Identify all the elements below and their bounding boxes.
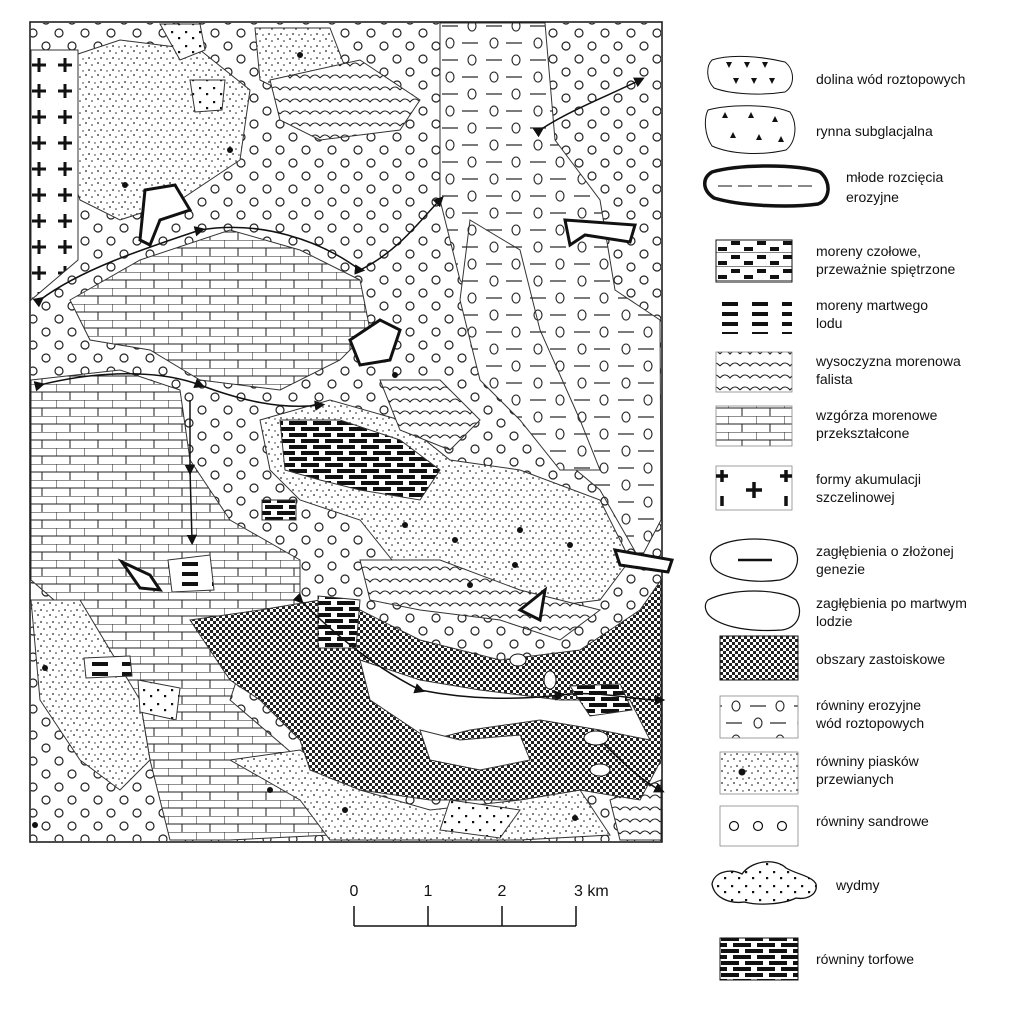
- legend-item-dolina: [708, 56, 966, 94]
- legend-swatch-torfowe: [720, 938, 798, 980]
- legend-label-rynna: rynna subglacjalna: [816, 123, 933, 139]
- legend-swatch-dolina: [708, 56, 793, 94]
- map-feature-zaglebienie-2: [544, 671, 556, 689]
- map-area-szczelinowe: [31, 50, 78, 300]
- legend-label-moreny-czolowe-2: przeważnie spiętrzone: [816, 261, 956, 277]
- legend-swatch-zastoiskowe: [720, 636, 798, 680]
- legend-swatch-erozyjne: [720, 696, 798, 738]
- legend-swatch-wydmy: [712, 862, 816, 904]
- legend-label-erozyjne-2: wód roztopowych: [816, 715, 925, 731]
- legend-item-piaski: [720, 752, 920, 794]
- legend-label-rozciecia-1: młode rozcięcia: [846, 169, 944, 185]
- legend-item-zaglebienia-martwy: [705, 591, 967, 631]
- scale-tick-label: 3 km: [574, 883, 609, 900]
- legend-swatch-wzgorza: [716, 406, 792, 446]
- legend-swatch-piaski-star: [739, 769, 746, 776]
- scale-bar: [350, 883, 609, 926]
- legend-label-moreny-czolowe-1: moreny czołowe,: [816, 243, 922, 259]
- legend-item-szczelinowe: [716, 466, 921, 510]
- legend-label-zastoiskowe: obszary zastoiskowe: [816, 651, 946, 667]
- legend-label-wysoczyzna-1: wysoczyzna morenowa: [816, 353, 961, 369]
- legend-item-zaglebienia-zlozone: [710, 539, 953, 581]
- map-feature-zaglebienie-1: [510, 654, 526, 666]
- map-area-martwy-lod-2: [84, 656, 132, 678]
- legend-swatch-moreny-martwego: [716, 296, 792, 334]
- scale-tick-label: 1: [423, 883, 433, 900]
- legend-label-moreny-martwego-1: moreny martwego: [816, 297, 929, 313]
- map-area-wydmy-west: [190, 80, 225, 112]
- legend-swatch-zaglebienia-martwy: [705, 591, 799, 631]
- legend-item-sandrowe: [720, 806, 929, 846]
- map-area-martwy-lod: [168, 555, 214, 592]
- legend-label-wzgorza-2: przekształcone: [816, 425, 910, 441]
- scale-tick-label: 2: [497, 883, 507, 900]
- legend-label-zaglebienia-martwy-1: zagłębienia po martwym: [816, 595, 967, 611]
- legend-label-piaski-1: równiny piasków: [816, 753, 919, 769]
- legend-label-rozciecia-2: erozyjne: [846, 189, 899, 205]
- legend-item-wysoczyzna: [716, 352, 961, 392]
- legend-item-rynna: [705, 106, 933, 154]
- legend-label-zaglebienia-martwy-2: lodzie: [816, 613, 853, 629]
- legend-swatch-wysoczyzna: [716, 352, 792, 392]
- legend-item-moreny-martwego: [716, 296, 928, 334]
- map-feature-zaglebienie-3: [584, 731, 608, 745]
- legend-swatch-piaski: [720, 752, 798, 794]
- scale-tick-label: 0: [349, 883, 359, 900]
- legend-item-torfowe: [720, 938, 914, 980]
- legend-label-piaski-2: przewianych: [816, 771, 894, 787]
- legend-label-szczelinowe-2: szczelinowej: [816, 489, 895, 505]
- legend-label-sandrowe: równiny sandrowe: [816, 813, 929, 829]
- legend: [705, 56, 967, 980]
- legend-label-moreny-martwego-2: lodu: [816, 315, 843, 331]
- legend-item-moreny-czolowe: [716, 240, 956, 282]
- legend-item-wzgorza: [716, 406, 938, 446]
- legend-item-zastoiskowe: [720, 636, 945, 680]
- legend-label-szczelinowe-1: formy akumulacji: [816, 471, 922, 487]
- legend-swatch-rynna: [705, 106, 795, 154]
- legend-swatch-moreny-czolowe: [716, 240, 792, 282]
- legend-label-wydmy: wydmy: [836, 877, 880, 893]
- map-feature-zaglebienie-4: [590, 764, 610, 776]
- legend-item-rozciecia: [705, 166, 944, 206]
- legend-label-zaglebienia-zlozone-2: genezie: [816, 561, 866, 577]
- map-panel: [30, 22, 672, 842]
- legend-label-torfowe: równiny torfowe: [816, 951, 915, 967]
- map-area-torfowe-south: [318, 596, 360, 648]
- legend-label-wzgorza-1: wzgórza morenowe: [816, 407, 938, 423]
- legend-label-zaglebienia-zlozone-1: zagłębienia o złożonej: [816, 543, 954, 559]
- legend-label-dolina: dolina wód roztopowych: [816, 71, 966, 87]
- legend-label-erozyjne-1: równiny erozyjne: [816, 697, 922, 713]
- map-area-torfowe-small: [262, 500, 296, 520]
- legend-item-erozyjne: [720, 696, 924, 738]
- legend-label-wysoczyzna-2: falista: [816, 371, 853, 387]
- legend-item-wydmy: [712, 862, 880, 904]
